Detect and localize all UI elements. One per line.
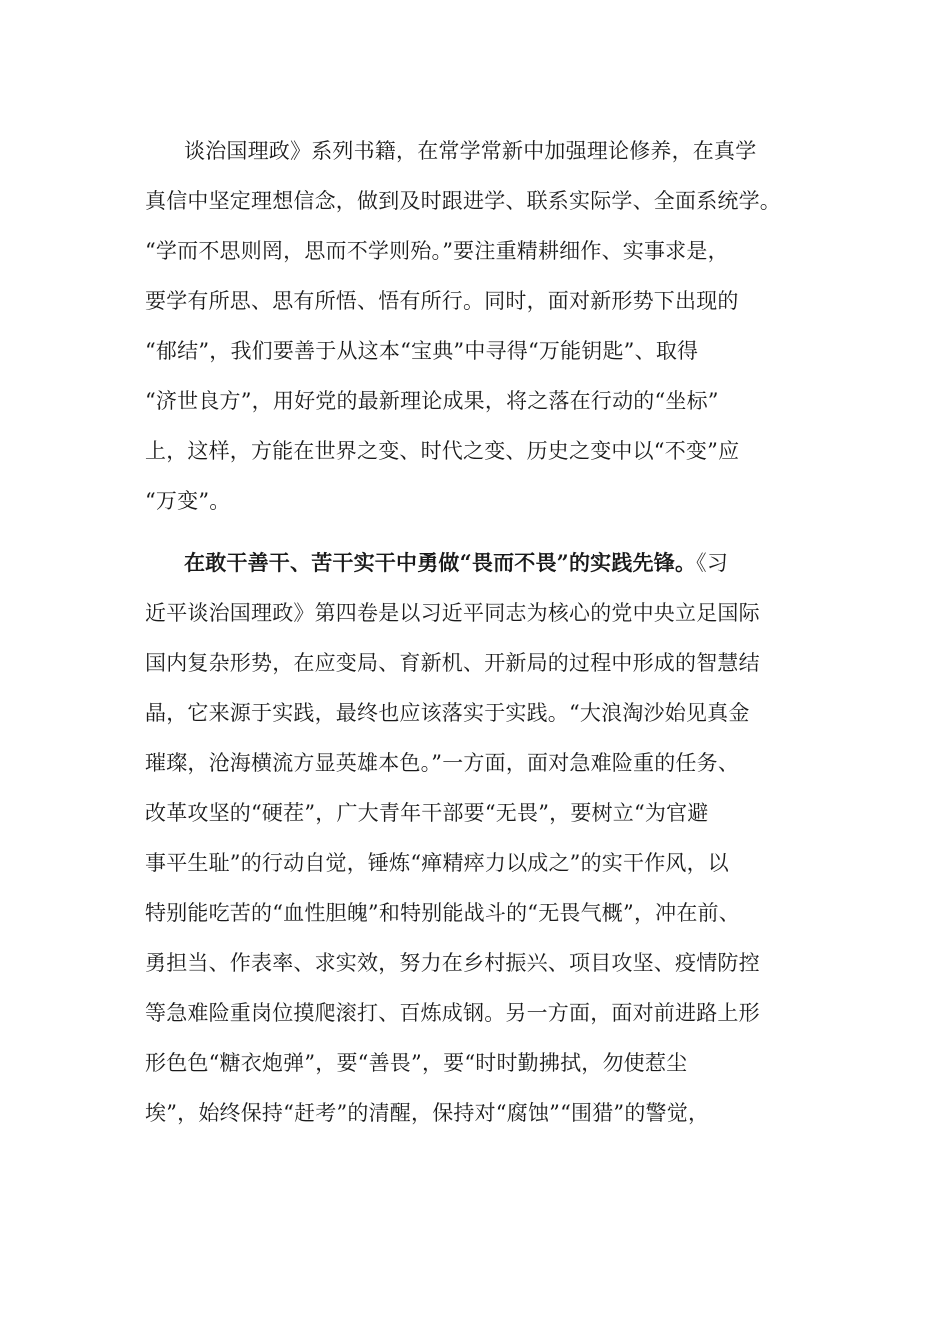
paragraph-2-line-6: 改革攻坚的“硬茬”，广大青年干部要“无畏”，要树立“为官避 xyxy=(145,801,709,825)
paragraph-1-line-3: “学而不思则罔，思而不学则殆。”要注重精耕细作、实事求是， xyxy=(145,239,729,263)
paragraph-1-line-6: “济世良方”，用好党的最新理论成果，将之落在行动的“坐标” xyxy=(145,389,719,413)
paragraph-1-line-8: “万变”。 xyxy=(145,489,231,513)
paragraph-2-line-12: 埃”，始终保持“赶考”的清醒，保持对“腐蚀”“围猎”的警觉， xyxy=(145,1101,710,1125)
paragraph-2-line-8: 特别能吃苦的“血性胆魄”和特别能战斗的“无畏气概”，冲在前、 xyxy=(145,901,740,925)
paragraph-2-line-10: 等急难险重岗位摸爬滚打、百炼成钢。另一方面，面对前进路上形 xyxy=(145,1001,760,1025)
paragraph-2-line-11: 形色色“糖衣炮弹”，要“善畏”，要“时时勤拂拭，勿使惹尘 xyxy=(145,1051,688,1075)
paragraph-1-line-1: 谈治国理政》系列书籍，在常学常新中加强理论修养，在真学 xyxy=(184,139,757,163)
paragraph-1-line-7: 上，这样，方能在世界之变、时代之变、历史之变中以“不变”应 xyxy=(145,439,740,463)
paragraph-2-line-5: 璀璨，沧海横流方显英雄本色。”一方面，面对急难险重的任务、 xyxy=(145,751,740,775)
paragraph-2-line-9: 勇担当、作表率、求实效，努力在乡村振兴、项目攻坚、疫情防控 xyxy=(145,951,760,975)
paragraph-1-line-5: “郁结”，我们要善于从这本“宝典”中寻得“万能钥匙”、取得 xyxy=(145,339,699,363)
paragraph-2-line-7: 事平生耻”的行动自觉，锤炼“瘅精瘁力以成之”的实干作风，以 xyxy=(145,851,730,875)
paragraph-2-heading: 在敢干善干、苦干实干中勇做“畏而不畏”的实践先锋。 xyxy=(184,550,697,575)
paragraph-2-line-2: 近平谈治国理政》第四卷是以习近平同志为核心的党中央立足国际 xyxy=(145,601,760,625)
paragraph-2-line-4: 晶，它来源于实践，最终也应该落实于实践。“大浪淘沙始见真金 xyxy=(145,701,750,725)
paragraph-2-first-line-rest: 《习 xyxy=(696,551,729,575)
paragraph-1-line-2: 真信中坚定理想信念，做到及时跟进学、联系实际学、全面系统学。 xyxy=(145,189,781,213)
paragraph-1-line-4: 要学有所思、思有所悟、悟有所行。同时，面对新形势下出现的 xyxy=(145,289,739,313)
paragraph-2-line-3: 国内复杂形势，在应变局、育新机、开新局的过程中形成的智慧结 xyxy=(145,651,760,675)
paragraph-2-line-1 xyxy=(184,549,728,577)
